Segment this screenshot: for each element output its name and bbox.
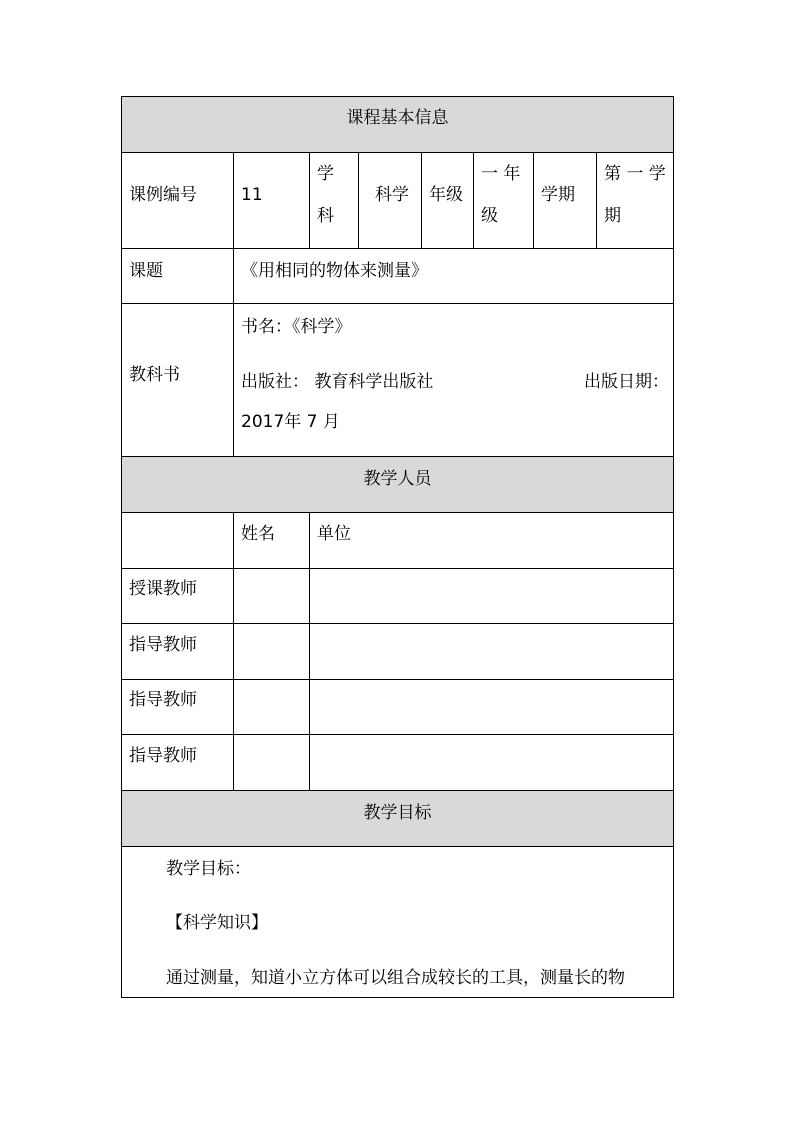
staff-col-name: 姓名 — [241, 524, 275, 544]
topic-label: 课题 — [129, 261, 163, 281]
course-form — [121, 96, 674, 998]
grade-label: 年级 — [429, 185, 463, 205]
staff-role: 指导教师 — [129, 690, 197, 710]
staff-col-unit: 单位 — [317, 524, 351, 544]
textbook-label: 教科书 — [129, 365, 180, 385]
section-title-staff: 教学人员 — [363, 469, 432, 489]
term-value-line1: 第 一 学 — [604, 164, 666, 184]
pub-date-label: 出版日期： — [584, 372, 669, 392]
subject-label-line2: 科 — [317, 206, 334, 226]
grade-value-line1: 一 年 — [481, 164, 521, 184]
staff-role: 指导教师 — [129, 746, 197, 766]
goals-heading: 教学目标： — [166, 859, 251, 879]
staff-role: 指导教师 — [129, 635, 197, 655]
subject-label-line1: 学 — [317, 164, 334, 184]
section-title-course-info: 课程基本信息 — [346, 108, 449, 128]
pub-date-value: 2017年 7 月 — [241, 412, 340, 432]
book-name: 书名：《科学》 — [241, 317, 352, 337]
section-title-goals: 教学目标 — [363, 803, 432, 823]
course-number-value: 11 — [241, 185, 263, 205]
goals-knowledge-heading: 【科学知识】 — [166, 913, 268, 933]
course-number-label: 课例编号 — [129, 185, 197, 205]
term-label: 学期 — [541, 185, 575, 205]
subject-value: 科学 — [375, 185, 409, 205]
publisher: 出版社： 教育科学出版社 — [241, 372, 434, 392]
topic-value: 《用相同的物体来测量》 — [241, 261, 428, 281]
term-value-line2: 期 — [604, 206, 621, 226]
grade-value-line2: 级 — [481, 206, 498, 226]
staff-role: 授课教师 — [129, 579, 197, 599]
goals-text: 通过测量，知道小立方体可以组合成较长的工具，测量长的物 — [166, 968, 625, 988]
